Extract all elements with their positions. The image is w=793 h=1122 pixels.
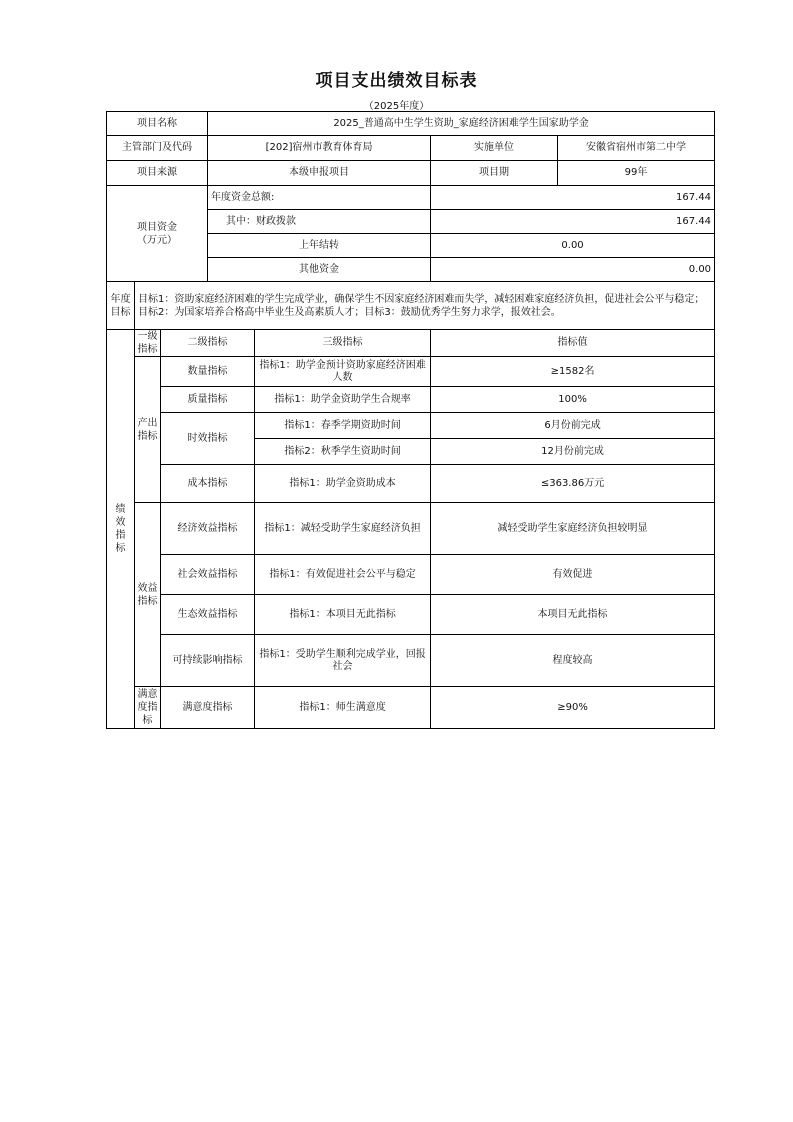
level2-cell: 生态效益指标 <box>161 595 255 635</box>
dept-value: [202]宿州市教育体育局 <box>208 136 431 161</box>
row-project-name <box>107 112 715 136</box>
benefit-indicator-label: 效益 指标 <box>135 503 161 687</box>
value-cell: 有效促进 <box>431 555 715 595</box>
row-funds-total <box>107 186 715 210</box>
level2-cell: 经济效益指标 <box>161 503 255 555</box>
funds-fiscal-value: 167.44 <box>431 210 715 234</box>
level3-cell: 指标1：春季学期资助时间 <box>255 413 431 439</box>
funds-label: 项目资金 （万元） <box>107 186 208 282</box>
level2-cell: 时效指标 <box>161 413 255 465</box>
value-cell: ≤363.86万元 <box>431 465 715 503</box>
header-level2: 二级指标 <box>161 330 255 357</box>
funds-carryover-label: 上年结转 <box>208 234 431 258</box>
page-title: 项目支出绩效目标表 <box>315 71 478 91</box>
indicator-row <box>107 387 715 413</box>
project-name-value: 2025_普通高中生学生资助_家庭经济困难学生国家助学金 <box>208 112 715 136</box>
indicator-row <box>107 687 715 729</box>
dept-label: 主管部门及代码 <box>107 136 208 161</box>
level2-cell: 满意度指标 <box>161 687 255 729</box>
level3-cell: 指标1：助学金资助学生合规率 <box>255 387 431 413</box>
funds-total-value: 167.44 <box>431 186 715 210</box>
goal-label: 年度 目标 <box>107 282 135 330</box>
funds-other-value: 0.00 <box>431 258 715 282</box>
indicator-row <box>107 413 715 439</box>
header-value: 指标值 <box>431 330 715 357</box>
indicator-row <box>107 555 715 595</box>
value-cell: 程度较高 <box>431 635 715 687</box>
header-level1: 一级 指标 <box>135 330 161 357</box>
value-cell: 减轻受助学生家庭经济负担较明显 <box>431 503 715 555</box>
funds-other-label: 其他资金 <box>208 258 431 282</box>
indicator-row <box>107 635 715 687</box>
performance-indicators-label: 绩 效 指 标 <box>107 330 135 729</box>
funds-total-label: 年度资金总额: <box>208 186 431 210</box>
row-department <box>107 136 715 161</box>
value-cell: 12月份前完成 <box>431 439 715 465</box>
indicator-row <box>107 357 715 387</box>
level3-cell: 指标1：师生满意度 <box>255 687 431 729</box>
level3-cell: 指标1：受助学生顺利完成学业，回报社会 <box>255 635 431 687</box>
row-source <box>107 161 715 186</box>
value-cell: 6月份前完成 <box>431 413 715 439</box>
indicator-header-row <box>107 330 715 357</box>
row-annual-goal <box>107 282 715 330</box>
source-value: 本级申报项目 <box>208 161 431 186</box>
impl-value: 安徽省宿州市第二中学 <box>558 136 715 161</box>
goal-text: 目标1：资助家庭经济困难的学生完成学业，确保学生不因家庭经济困难而失学，减轻困难家庭经济负担，促进社会公平与稳定；目标2：为国家培养合格高中毕业生及高素质人才；目标3：鼓励优秀学生努力求学，报效社会。 <box>135 282 715 330</box>
level3-cell: 指标1：本项目无此指标 <box>255 595 431 635</box>
project-name-label: 项目名称 <box>107 112 208 136</box>
value-cell: 100% <box>431 387 715 413</box>
level3-cell: 指标2：秋季学生资助时间 <box>255 439 431 465</box>
performance-table <box>106 111 715 729</box>
value-cell: ≥90% <box>431 687 715 729</box>
output-indicator-label: 产出 指标 <box>135 357 161 503</box>
level3-cell: 指标1：助学金资助成本 <box>255 465 431 503</box>
level2-cell: 数量指标 <box>161 357 255 387</box>
period-label: 项目期 <box>431 161 558 186</box>
level2-cell: 成本指标 <box>161 465 255 503</box>
level3-cell: 指标1：助学金预计资助家庭经济困难人数 <box>255 357 431 387</box>
level3-cell: 指标1：有效促进社会公平与稳定 <box>255 555 431 595</box>
funds-fiscal-label: 其中：财政拨款 <box>208 210 431 234</box>
impl-label: 实施单位 <box>431 136 558 161</box>
indicator-row <box>107 595 715 635</box>
source-label: 项目来源 <box>107 161 208 186</box>
level3-cell: 指标1：减轻受助学生家庭经济负担 <box>255 503 431 555</box>
header-level3: 三级指标 <box>255 330 431 357</box>
indicator-row <box>107 503 715 555</box>
level2-cell: 可持续影响指标 <box>161 635 255 687</box>
satisfaction-indicator-label: 满意 度指 标 <box>135 687 161 729</box>
period-value: 99年 <box>558 161 715 186</box>
level2-cell: 社会效益指标 <box>161 555 255 595</box>
funds-carryover-value: 0.00 <box>431 234 715 258</box>
level2-cell: 质量指标 <box>161 387 255 413</box>
indicator-row <box>107 465 715 503</box>
value-cell: 本项目无此指标 <box>431 595 715 635</box>
page-subtitle: （2025年度） <box>363 101 430 112</box>
value-cell: ≥1582名 <box>431 357 715 387</box>
